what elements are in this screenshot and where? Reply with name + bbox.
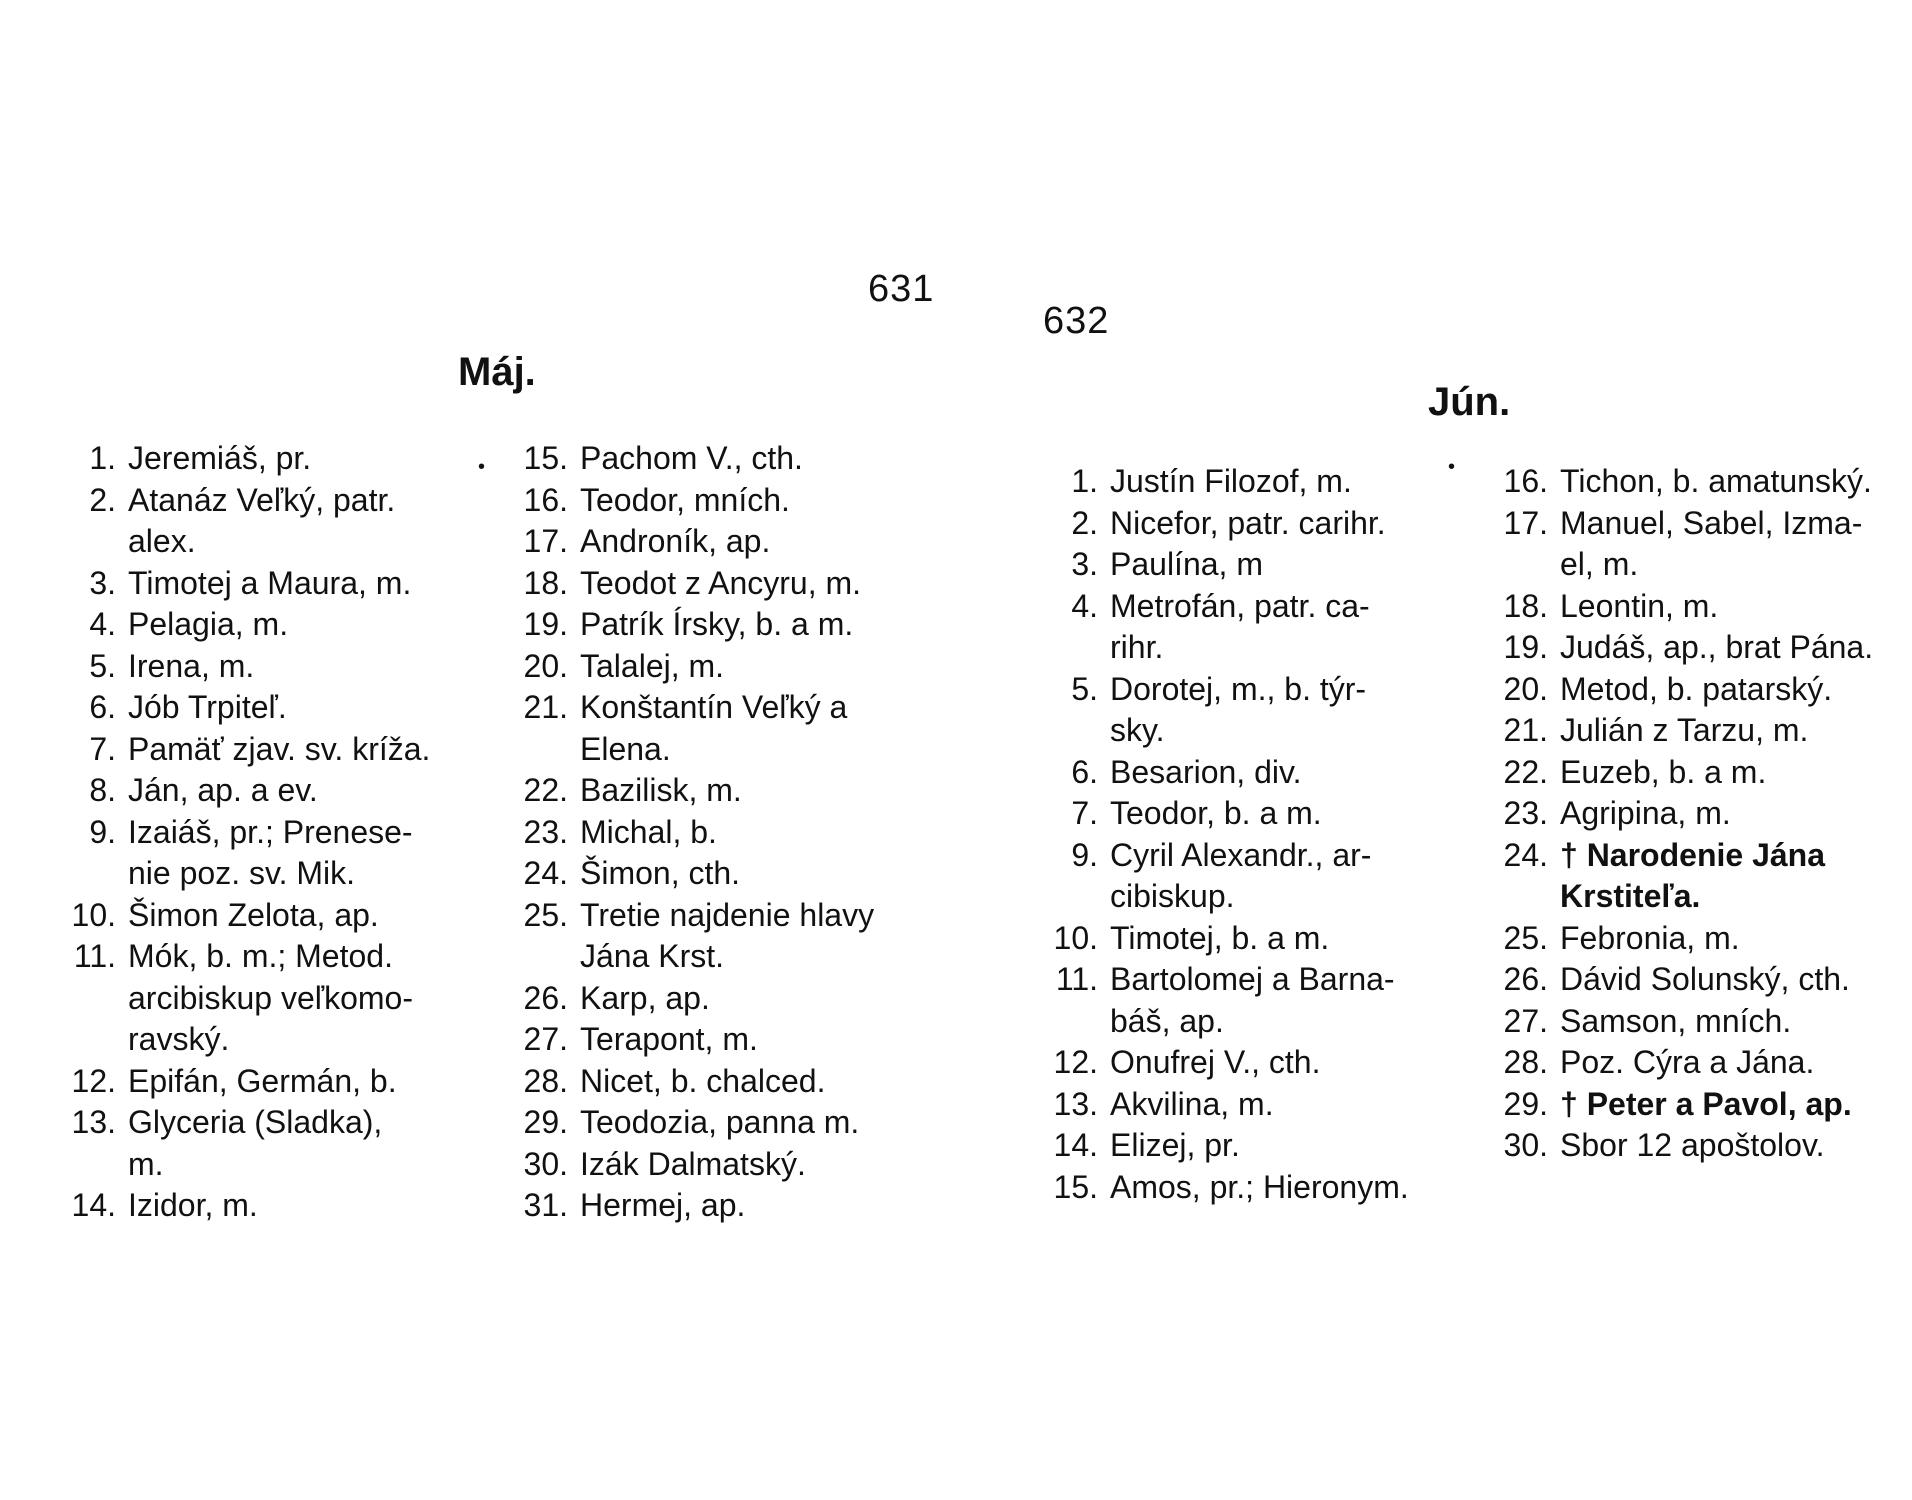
calendar-entry: [1490, 835, 1910, 918]
may-list-column-2: [512, 438, 972, 1227]
calendar-entry: [512, 521, 972, 563]
calendar-entry: [1490, 752, 1910, 794]
day-number: 6.: [1071, 753, 1098, 790]
calendar-entry: [1040, 1167, 1480, 1209]
day-number: 19.: [523, 606, 568, 642]
saint-name: Manuel, Sabel, Izma- el, m.: [1560, 504, 1863, 582]
day-number: 9.: [1071, 836, 1098, 873]
saint-name: Dorotej, m., b. týr- sky.: [1110, 670, 1367, 748]
day-number: 11.: [1055, 961, 1098, 997]
day-number: 28.: [523, 1062, 568, 1099]
day-number: 4.: [89, 606, 116, 642]
may-list-column-1: [60, 438, 500, 1227]
calendar-entry: [60, 812, 500, 895]
day-number: 27.: [1503, 1002, 1548, 1039]
page-number-left: 631: [868, 268, 935, 310]
calendar-entry: [1490, 503, 1910, 586]
day-number: 6.: [89, 689, 116, 725]
day-number: 29.: [523, 1104, 568, 1140]
calendar-entry: [512, 687, 972, 770]
day-number: 21.: [523, 689, 568, 725]
saint-name: Cyril Alexandr., ar- cibiskup.: [1110, 836, 1372, 914]
day-number: 23.: [523, 813, 568, 850]
saint-name: Metrofán, patr. ca- rihr.: [1110, 587, 1370, 665]
calendar-entry: [60, 1102, 500, 1185]
calendar-entry: [1040, 752, 1480, 794]
saint-name: Poz. Cýra a Jána.: [1560, 1044, 1815, 1080]
saint-name: Leontin, m.: [1560, 587, 1719, 624]
day-number: 17.: [523, 523, 568, 559]
day-number: 16.: [1503, 463, 1548, 499]
saint-name: Teodor, b. a m.: [1110, 795, 1322, 831]
month-heading-may: Máj.: [458, 350, 536, 394]
calendar-entry: [512, 646, 972, 688]
calendar-entry: [512, 1102, 972, 1144]
saint-name: Talalej, m.: [580, 647, 725, 684]
day-number: 30.: [523, 1145, 568, 1182]
calendar-entry: [1490, 918, 1910, 960]
calendar-entry: [1040, 1084, 1480, 1126]
day-number: 28.: [1503, 1044, 1548, 1080]
calendar-entry: [1040, 503, 1480, 545]
day-number: 20.: [523, 647, 568, 684]
calendar-entry: [512, 1185, 972, 1227]
day-number: 13.: [71, 1104, 116, 1140]
calendar-entry: [1040, 461, 1480, 503]
day-number: 19.: [1503, 629, 1548, 665]
calendar-entry: [60, 438, 500, 480]
calendar-entry: [512, 1061, 972, 1103]
day-number: 2.: [1071, 504, 1098, 541]
day-number: 1.: [89, 440, 116, 476]
calendar-entry: [1490, 710, 1910, 752]
calendar-entry: [60, 646, 500, 688]
saint-name: Teodozia, panna m.: [580, 1104, 860, 1140]
day-number: 25.: [523, 896, 568, 933]
day-number: 9.: [89, 813, 116, 850]
calendar-entry: [1040, 835, 1480, 918]
day-number: 18.: [1503, 587, 1548, 624]
saint-name: Androník, ap.: [580, 523, 771, 559]
saint-name: Tretie najdenie hlavy Jána Krst.: [580, 896, 875, 974]
saint-name: Samson, mních.: [1560, 1002, 1792, 1039]
calendar-entry: [1490, 461, 1910, 503]
saint-name: Hermej, ap.: [580, 1187, 746, 1223]
saint-name: Timotej a Maura, m.: [128, 564, 412, 601]
saint-name: Jób Trpiteľ.: [128, 689, 287, 725]
day-number: 13.: [1053, 1085, 1098, 1122]
saint-name: Teodor, mních.: [580, 481, 790, 518]
calendar-entry: [512, 563, 972, 605]
saint-name: Konštantín Veľký a Elena.: [580, 689, 848, 767]
calendar-entry: [512, 895, 972, 978]
saint-name: Izidor, m.: [128, 1187, 258, 1223]
calendar-entry: [1040, 586, 1480, 669]
saint-name: Ján, ap. a ev.: [128, 772, 318, 808]
day-number: 7.: [1071, 795, 1098, 831]
saint-name: Judáš, ap., brat Pána.: [1560, 629, 1874, 665]
saint-name: Michal, b.: [580, 813, 717, 850]
day-number: 5.: [89, 647, 116, 684]
saint-name: Besarion, div.: [1110, 753, 1302, 790]
calendar-entry: [60, 770, 500, 812]
saint-name: Šimon Zelota, ap.: [128, 896, 379, 933]
calendar-entry: [1490, 669, 1910, 711]
calendar-entry: [1040, 793, 1480, 835]
saint-name: Nicet, b. chalced.: [580, 1062, 826, 1099]
saint-name: † Narodenie Jána Krstiteľa.: [1560, 836, 1825, 914]
calendar-entry: [60, 687, 500, 729]
calendar-entry: [512, 812, 972, 854]
calendar-entry: [60, 563, 500, 605]
calendar-entry: [1490, 1084, 1910, 1126]
day-number: 17.: [1503, 504, 1548, 541]
saint-name: Terapont, m.: [580, 1021, 758, 1057]
calendar-entry: [512, 770, 972, 812]
day-number: 27.: [523, 1021, 568, 1057]
day-number: 1.: [1071, 463, 1098, 499]
calendar-entry: [512, 853, 972, 895]
saint-name: Sbor 12 apoštolov.: [1560, 1127, 1825, 1163]
calendar-entry: [512, 438, 972, 480]
day-number: 14.: [71, 1187, 116, 1223]
calendar-entry: [1040, 918, 1480, 960]
calendar-entry: [1490, 959, 1910, 1001]
page-number-right: 632: [1043, 300, 1110, 342]
saint-name: Onufrej V., cth.: [1110, 1044, 1321, 1080]
day-number: 23.: [1503, 795, 1548, 831]
saint-name: Dávid Solunský, cth.: [1560, 961, 1850, 997]
saint-name: Justín Filozof, m.: [1110, 463, 1352, 499]
calendar-entry: [512, 1144, 972, 1186]
saint-name: Paulína, m: [1110, 546, 1263, 582]
day-number: 12.: [1053, 1044, 1098, 1080]
saint-name: Euzeb, b. a m.: [1560, 753, 1767, 790]
day-number: 12.: [71, 1062, 116, 1099]
day-number: 14.: [1053, 1127, 1098, 1163]
day-number: 26.: [523, 979, 568, 1016]
saint-name: Izák Dalmatský.: [580, 1145, 806, 1182]
saint-name: Epifán, Germán, b.: [128, 1062, 397, 1099]
calendar-entry: [60, 895, 500, 937]
saint-name: Amos, pr.; Hieronym.: [1110, 1168, 1409, 1205]
saint-name: Pachom V., cth.: [580, 440, 803, 476]
saint-name: Glyceria (Sladka), m.: [128, 1104, 383, 1182]
day-number: 15.: [1053, 1168, 1098, 1205]
saint-name: Tichon, b. amatunský.: [1560, 463, 1872, 499]
month-heading-june: Jún.: [1428, 380, 1511, 424]
saint-name: Akvilina, m.: [1110, 1085, 1274, 1122]
day-number: 26.: [1503, 961, 1548, 997]
calendar-entry: [1490, 1001, 1910, 1043]
calendar-entry: [1490, 586, 1910, 628]
saint-name: Patrík Írsky, b. a m.: [580, 606, 854, 642]
calendar-entry: [1040, 959, 1480, 1042]
print-speck: •: [478, 456, 486, 478]
calendar-entry: [512, 480, 972, 522]
day-number: 29.: [1503, 1085, 1548, 1122]
saint-name: Metod, b. patarský.: [1560, 670, 1833, 707]
day-number: 24.: [523, 855, 568, 891]
day-number: 21.: [1503, 712, 1548, 748]
day-number: 20.: [1503, 670, 1548, 707]
saint-name: Pamäť zjav. sv. kríža.: [128, 730, 431, 767]
saint-name: Bazilisk, m.: [580, 772, 742, 808]
saint-name: † Peter a Pavol, ap.: [1560, 1085, 1852, 1122]
saint-name: Nicefor, patr. carihr.: [1110, 504, 1386, 541]
calendar-entry: [1040, 1125, 1480, 1167]
june-list-column-2: [1490, 461, 1910, 1167]
day-number: 10.: [1053, 919, 1098, 956]
saint-name: Atanáz Veľký, patr. alex.: [128, 481, 396, 559]
calendar-entry: [1040, 669, 1480, 752]
day-number: 11.: [73, 938, 116, 974]
calendar-entry: [60, 604, 500, 646]
calendar-entry: [1490, 627, 1910, 669]
day-number: 30.: [1503, 1127, 1548, 1163]
saint-name: Timotej, b. a m.: [1110, 919, 1330, 956]
saint-name: Pelagia, m.: [128, 606, 289, 642]
calendar-entry: [60, 1185, 500, 1227]
day-number: 8.: [89, 772, 116, 808]
saint-name: Agripina, m.: [1560, 795, 1731, 831]
calendar-entry: [1040, 1042, 1480, 1084]
saint-name: Izaiáš, pr.; Prenese- nie poz. sv. Mik.: [128, 813, 413, 891]
calendar-entry: [512, 604, 972, 646]
saint-name: Teodot z Ancyru, m.: [580, 564, 862, 601]
calendar-entry: [60, 1061, 500, 1103]
calendar-entry: [1040, 544, 1480, 586]
day-number: 4.: [1071, 587, 1098, 624]
saint-name: Julián z Tarzu, m.: [1560, 712, 1809, 748]
saint-name: Febronia, m.: [1560, 919, 1740, 956]
day-number: 22.: [523, 772, 568, 808]
day-number: 22.: [1503, 753, 1548, 790]
calendar-entry: [60, 480, 500, 563]
day-number: 24.: [1503, 836, 1548, 873]
saint-name: Mók, b. m.; Metod. arcibiskup veľkomo- ravský.: [128, 938, 413, 1057]
june-list-column-1: [1040, 461, 1480, 1208]
day-number: 10.: [71, 896, 116, 933]
day-number: 5.: [1071, 670, 1098, 707]
day-number: 16.: [523, 481, 568, 518]
saint-name: Karp, ap.: [580, 979, 710, 1016]
day-number: 2.: [89, 481, 116, 518]
day-number: 3.: [1071, 546, 1098, 582]
calendar-entry: [512, 1019, 972, 1061]
day-number: 31.: [523, 1187, 568, 1223]
day-number: 7.: [89, 730, 116, 767]
saint-name: Bartolomej a Barna- báš, ap.: [1110, 961, 1395, 1039]
calendar-entry: [60, 729, 500, 771]
calendar-entry: [512, 978, 972, 1020]
saint-name: Elizej, pr.: [1110, 1127, 1240, 1163]
day-number: 18.: [523, 564, 568, 601]
calendar-entry: [60, 936, 500, 1061]
saint-name: Jeremiáš, pr.: [128, 440, 312, 476]
calendar-entry: [1490, 1042, 1910, 1084]
saint-name: Irena, m.: [128, 647, 255, 684]
day-number: 15.: [523, 440, 568, 476]
day-number: 25.: [1503, 919, 1548, 956]
day-number: 3.: [89, 564, 116, 601]
calendar-entry: [1490, 793, 1910, 835]
calendar-entry: [1490, 1125, 1910, 1167]
print-speck: •: [1448, 456, 1456, 478]
saint-name: Šimon, cth.: [580, 855, 741, 891]
